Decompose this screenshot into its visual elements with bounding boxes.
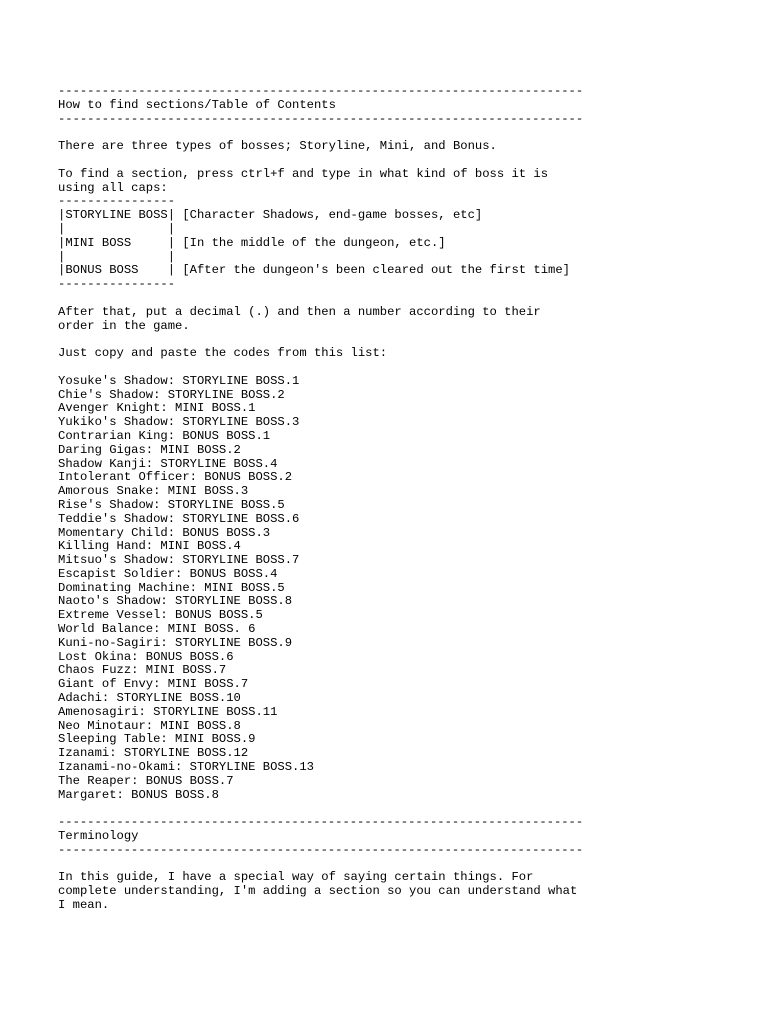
- list-item: World Balance: MINI BOSS. 6: [58, 622, 256, 637]
- list-item: Rise's Shadow: STORYLINE BOSS.5: [58, 497, 285, 512]
- list-item: Yosuke's Shadow: STORYLINE BOSS.1: [58, 373, 300, 388]
- list-item: Avenger Knight: MINI BOSS.1: [58, 401, 256, 416]
- blank-line: [58, 858, 738, 872]
- list-item: Chaos Fuzz: MINI BOSS.7: [58, 663, 227, 678]
- list-item: Dominating Machine: MINI BOSS.5: [58, 580, 285, 595]
- list-item: Killing Hand: MINI BOSS.4: [58, 539, 241, 554]
- list-item: Sleeping Table: MINI BOSS.9: [58, 732, 256, 747]
- copy-instructions: Just copy and paste the codes from this list:: [58, 346, 388, 361]
- table-row-mini: |MINI BOSS | [In the middle of the dungeon, etc.]: [58, 235, 446, 250]
- list-item: Amenosagiri: STORYLINE BOSS.11: [58, 704, 278, 719]
- blank-line: [58, 292, 738, 306]
- list-item: Shadow Kanji: STORYLINE BOSS.4: [58, 456, 278, 471]
- section-rule: ------------------------------------------------------------------------: [58, 84, 584, 98]
- list-item: Izanami-no-Okami: STORYLINE BOSS.13: [58, 760, 314, 775]
- list-item: Chie's Shadow: STORYLINE BOSS.2: [58, 387, 285, 402]
- list-item: Naoto's Shadow: STORYLINE BOSS.8: [58, 594, 293, 609]
- list-item: The Reaper: BONUS BOSS.7: [58, 773, 234, 788]
- table-border: ----------------: [58, 194, 176, 209]
- terminology-heading: Terminology: [58, 829, 139, 844]
- intro-text: There are three types of bosses; Storyline, Mini, and Bonus.: [58, 139, 497, 154]
- blank-line: [58, 333, 738, 347]
- table-row-bonus: |BONUS BOSS | [After the dungeon's been cleared out the first time]: [58, 263, 570, 278]
- blank-line: [58, 126, 738, 140]
- list-item: Daring Gigas: MINI BOSS.2: [58, 442, 241, 457]
- list-item: Extreme Vessel: BONUS BOSS.5: [58, 608, 263, 623]
- list-item: Neo Minotaur: MINI BOSS.8: [58, 718, 241, 733]
- terminology-paragraph-line: complete understanding, I'm adding a section so you can understand what: [58, 884, 578, 899]
- table-spacer-row: | |: [58, 221, 176, 236]
- section-rule: ------------------------------------------------------------------------: [58, 815, 584, 830]
- table-spacer-row: | |: [58, 249, 176, 264]
- list-item: Yukiko's Shadow: STORYLINE BOSS.3: [58, 415, 300, 430]
- list-item: Teddie's Shadow: STORYLINE BOSS.6: [58, 511, 300, 526]
- list-item: Mitsuo's Shadow: STORYLINE BOSS.7: [58, 553, 300, 568]
- list-item: Escapist Soldier: BONUS BOSS.4: [58, 566, 278, 581]
- find-instructions-line: using all caps:: [58, 180, 168, 195]
- list-item: Izanami: STORYLINE BOSS.12: [58, 746, 249, 761]
- list-item: Giant of Envy: MINI BOSS.7: [58, 677, 249, 692]
- list-item: Lost Okina: BONUS BOSS.6: [58, 649, 234, 664]
- terminology-paragraph-line: In this guide, I have a special way of saying certain things. For: [58, 870, 534, 885]
- guide-document: [58, 85, 738, 913]
- toc-heading: How to find sections/Table of Contents: [58, 97, 336, 112]
- list-item: Margaret: BONUS BOSS.8: [58, 787, 219, 802]
- table-row-storyline: |STORYLINE BOSS| [Character Shadows, end-game bosses, etc]: [58, 208, 483, 223]
- decimal-instructions-line: order in the game.: [58, 318, 190, 333]
- terminology-paragraph-line: I mean.: [58, 898, 110, 913]
- section-rule: ------------------------------------------------------------------------: [58, 111, 584, 126]
- list-item: Amorous Snake: MINI BOSS.3: [58, 484, 249, 499]
- boss-type-table: [58, 195, 738, 292]
- list-item: Kuni-no-Sagiri: STORYLINE BOSS.9: [58, 635, 293, 650]
- table-border: ----------------: [58, 277, 176, 292]
- list-item: Adachi: STORYLINE BOSS.10: [58, 691, 241, 706]
- blank-line: [58, 154, 738, 168]
- find-instructions-line: To find a section, press ctrl+f and type in what kind of boss it is: [58, 166, 549, 181]
- list-item: Contrarian King: BONUS BOSS.1: [58, 428, 271, 443]
- list-item: Intolerant Officer: BONUS BOSS.2: [58, 470, 293, 485]
- blank-line: [58, 802, 738, 816]
- blank-line: [58, 361, 738, 375]
- boss-code-list: [58, 375, 738, 803]
- list-item: Momentary Child: BONUS BOSS.3: [58, 525, 271, 540]
- decimal-instructions-line: After that, put a decimal (.) and then a number according to their: [58, 304, 541, 319]
- section-rule: ------------------------------------------------------------------------: [58, 842, 584, 857]
